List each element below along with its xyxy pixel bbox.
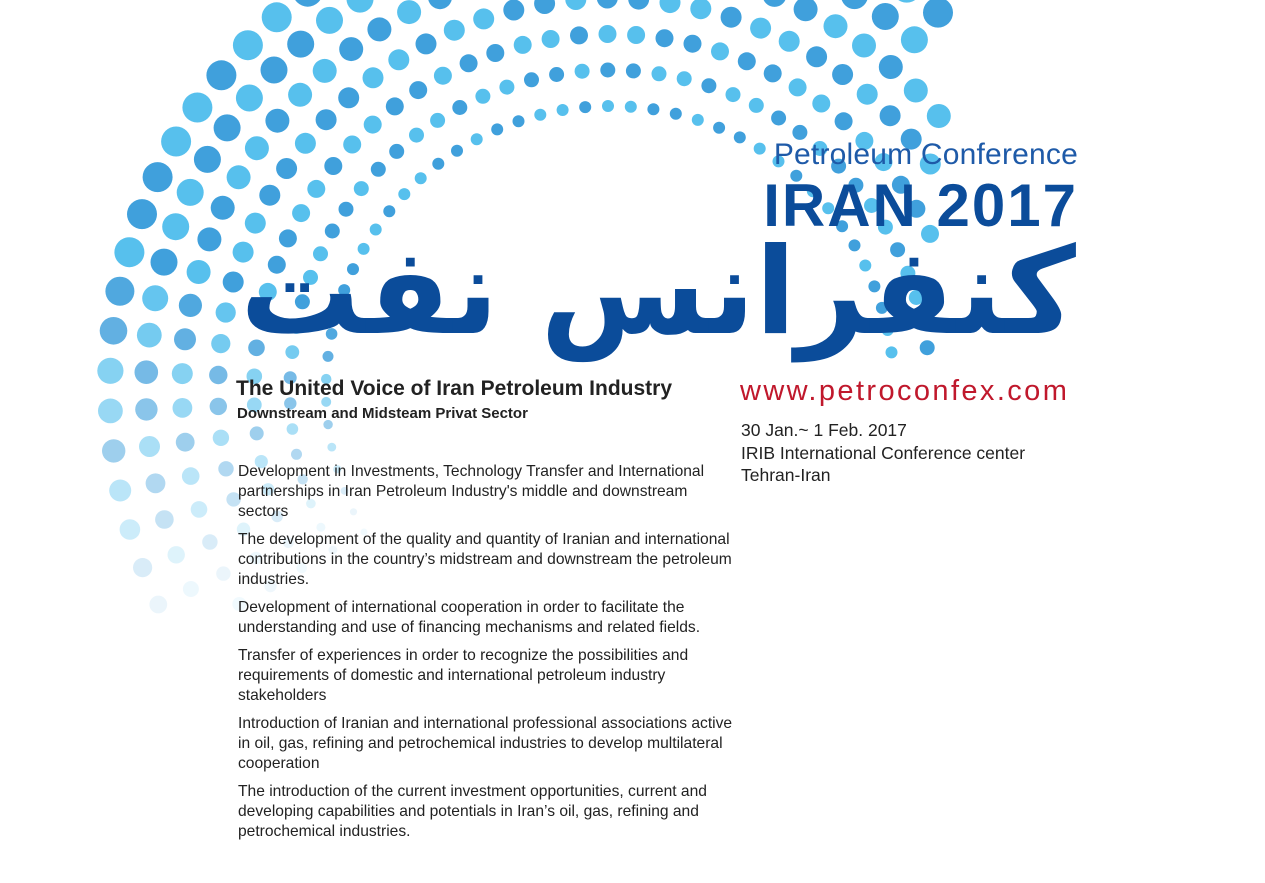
decorative-dot [105,277,134,306]
decorative-dot [102,439,125,462]
decorative-dot [499,80,514,95]
decorative-dot [316,109,337,130]
decorative-dot [177,179,204,206]
decorative-dot [597,0,618,9]
decorative-dot [98,399,123,424]
conference-title: IRAN 2017 [763,172,1078,239]
decorative-dot [460,54,478,72]
decorative-dot [452,100,467,115]
decorative-dot [213,430,229,446]
decorative-dot [534,109,546,121]
sector-subtitle: Downstream and Midsteam Privat Sector [237,405,528,422]
decorative-dot [677,71,692,86]
decorative-dot [191,501,208,518]
decorative-dot [542,30,560,48]
decorative-dot [892,0,922,3]
persian-logo-text: کنفرانس نفت [240,223,1076,362]
objective-item: Development of international cooperation in order to facilitate the understanding and use of financing mechanisms and related fields. [238,599,701,636]
website-link[interactable]: www.petroconfex.com [740,375,1070,407]
event-date: 30 Jan.~ 1 Feb. 2017 [741,420,907,440]
decorative-dot [245,136,269,160]
decorative-dot [430,113,445,128]
decorative-dot [428,0,452,9]
decorative-dot [513,115,525,127]
decorative-dot [135,360,159,384]
decorative-dot [771,111,786,126]
event-venue: IRIB International Conference center [741,442,1026,463]
decorative-dot [852,34,876,58]
decorative-dot [287,423,299,435]
decorative-dot [434,67,452,85]
decorative-dot [904,79,928,103]
decorative-dot [432,158,444,170]
decorative-dot [324,157,342,175]
decorative-dot [879,55,903,79]
decorative-dot [749,98,764,113]
decorative-dot [389,144,404,159]
decorative-dot [628,0,649,10]
decorative-dot [625,101,637,113]
decorative-dot [339,202,354,217]
decorative-dot [155,510,174,529]
objectives-list [238,462,733,850]
event-location: Tehran-Iran [741,465,831,485]
decorative-dot [182,93,212,123]
decorative-dot [841,0,868,9]
decorative-dot [923,0,953,28]
decorative-dot [927,104,951,128]
decorative-dot [214,114,241,141]
decorative-dot [416,33,437,54]
decorative-dot [491,123,503,135]
decorative-dot [684,35,702,53]
decorative-dot [149,596,167,614]
decorative-dot [316,7,343,34]
objective-item: The introduction of the current investment opportunities, current and developing capabilities and potentials in Iran’s oil, gas, refining and petrochemical industries. [238,783,707,840]
decorative-dot [206,60,236,90]
decorative-dot [288,83,312,107]
decorative-dot [514,36,532,54]
decorative-dot [236,85,263,112]
decorative-dot [135,398,157,420]
decorative-dot [250,426,264,440]
decorative-dot [259,185,280,206]
decorative-dot [262,2,292,32]
decorative-dot [701,78,716,93]
decorative-dot [415,172,427,184]
decorative-dot [388,49,409,70]
decorative-dot [172,363,193,384]
decorative-dot [398,188,410,200]
decorative-dot [109,480,131,502]
decorative-dot [347,0,374,13]
decorative-dot [789,78,807,96]
decorative-dot [139,436,160,457]
decorative-dot [901,26,928,53]
decorative-dot [339,37,363,61]
decorative-dot [690,0,711,19]
decorative-dot [794,0,818,21]
decorative-dot [202,534,217,549]
decorative-dot [211,196,235,220]
decorative-dot [363,67,384,88]
decorative-dot [307,180,325,198]
decorative-dot [276,158,297,179]
decorative-dot [599,25,617,43]
decorative-dot [627,26,645,44]
decorative-dot [218,461,233,476]
decorative-dot [779,31,800,52]
objective-item: Transfer of experiences in order to recognize the possibilities and requirements of domestic and international petroleum industry stakeholders [238,647,689,704]
decorative-dot [210,398,227,415]
decorative-dot [371,162,386,177]
decorative-dot [386,97,404,115]
decorative-dot [570,26,588,44]
decorative-dot [179,294,202,317]
conference-subtitle: Petroleum Conference [773,138,1078,171]
decorative-dot [575,64,590,79]
decorative-dot [120,519,141,540]
decorative-dot [486,44,504,62]
objective-item: The development of the quality and quantity of Iranian and international contributions in the country’s midstream and downstream the petroleum industries. [238,531,732,588]
decorative-dot [261,57,288,84]
decorative-dot [354,181,369,196]
decorative-dot [832,64,853,85]
decorative-dot [670,108,682,120]
decorative-dot [142,285,168,311]
decorative-dot [647,103,659,115]
decorative-dot [194,146,221,173]
decorative-dot [626,63,641,78]
decorative-dot [182,467,200,485]
decorative-dot [143,162,173,192]
decorative-dot [209,366,227,384]
decorative-dot [293,0,323,7]
tagline: The United Voice of Iran Petroleum Industry [236,377,673,400]
decorative-dot [835,112,853,130]
decorative-dot [579,101,591,113]
decorative-dot [764,64,782,82]
decorative-dot [473,8,494,29]
decorative-dot [197,227,221,251]
decorative-dot [600,63,615,78]
decorative-dot [524,72,539,87]
decorative-dot [100,317,128,345]
decorative-dot [151,249,178,276]
decorative-dot [227,165,251,189]
decorative-dot [327,443,336,452]
objective-item: Introduction of Iranian and international professional associations active in oil, gas, refining and petrochemical industries to develop multilateral cooperation [238,715,733,772]
decorative-dot [451,145,463,157]
decorative-dot [168,546,185,563]
decorative-dot [738,52,756,70]
decorative-dot [176,433,195,452]
decorative-dot [692,114,704,126]
decorative-dot [557,104,569,116]
objective-item: Development in Investments, Technology Transfer and International partnerships in Iran Petroleum Industry's middle and downstream sectors [238,463,705,520]
decorative-dot [503,0,524,21]
decorative-dot [660,0,681,13]
decorative-dot [187,260,211,284]
decorative-dot [114,237,144,267]
decorative-dot [173,398,193,418]
decorative-dot [216,566,230,580]
decorative-dot [146,473,166,493]
decorative-dot [602,100,614,112]
decorative-dot [444,20,465,41]
decorative-dot [549,67,564,82]
decorative-dot [364,116,382,134]
decorative-dot [534,0,555,14]
decorative-dot [397,0,421,24]
decorative-dot [812,95,830,113]
decorative-dot [763,0,787,7]
decorative-dot [409,128,424,143]
decorative-dot [471,133,483,145]
decorative-dot [565,0,586,10]
decorative-dot [872,3,899,30]
decorative-dot [750,18,771,39]
decorative-dot [711,42,729,60]
decorative-dot [880,105,901,126]
decorative-dot [313,59,337,83]
decorative-dot [338,87,359,108]
decorative-dot [367,17,391,41]
decorative-dot [291,449,302,460]
decorative-dot [97,358,123,384]
decorative-dot [162,213,189,240]
decorative-dot [265,109,289,133]
event-info [741,419,1025,487]
decorative-dot [652,66,667,81]
decorative-dot [824,14,848,38]
decorative-dot [857,84,878,105]
decorative-dot [133,558,152,577]
decorative-dot [726,87,741,102]
decorative-dot [806,46,827,67]
decorative-dot [475,89,490,104]
decorative-dot [656,29,674,47]
persian-logo [228,218,1088,368]
decorative-dot [721,7,742,28]
decorative-dot [233,30,263,60]
decorative-dot [161,127,191,157]
decorative-dot [127,199,157,229]
decorative-dot [409,81,427,99]
decorative-dot [137,323,162,348]
decorative-dot [713,122,725,134]
decorative-dot [295,133,316,154]
decorative-dot [174,328,196,350]
decorative-dot [343,136,361,154]
decorative-dot [183,581,199,597]
decorative-dot [383,205,395,217]
decorative-dot [287,31,314,58]
